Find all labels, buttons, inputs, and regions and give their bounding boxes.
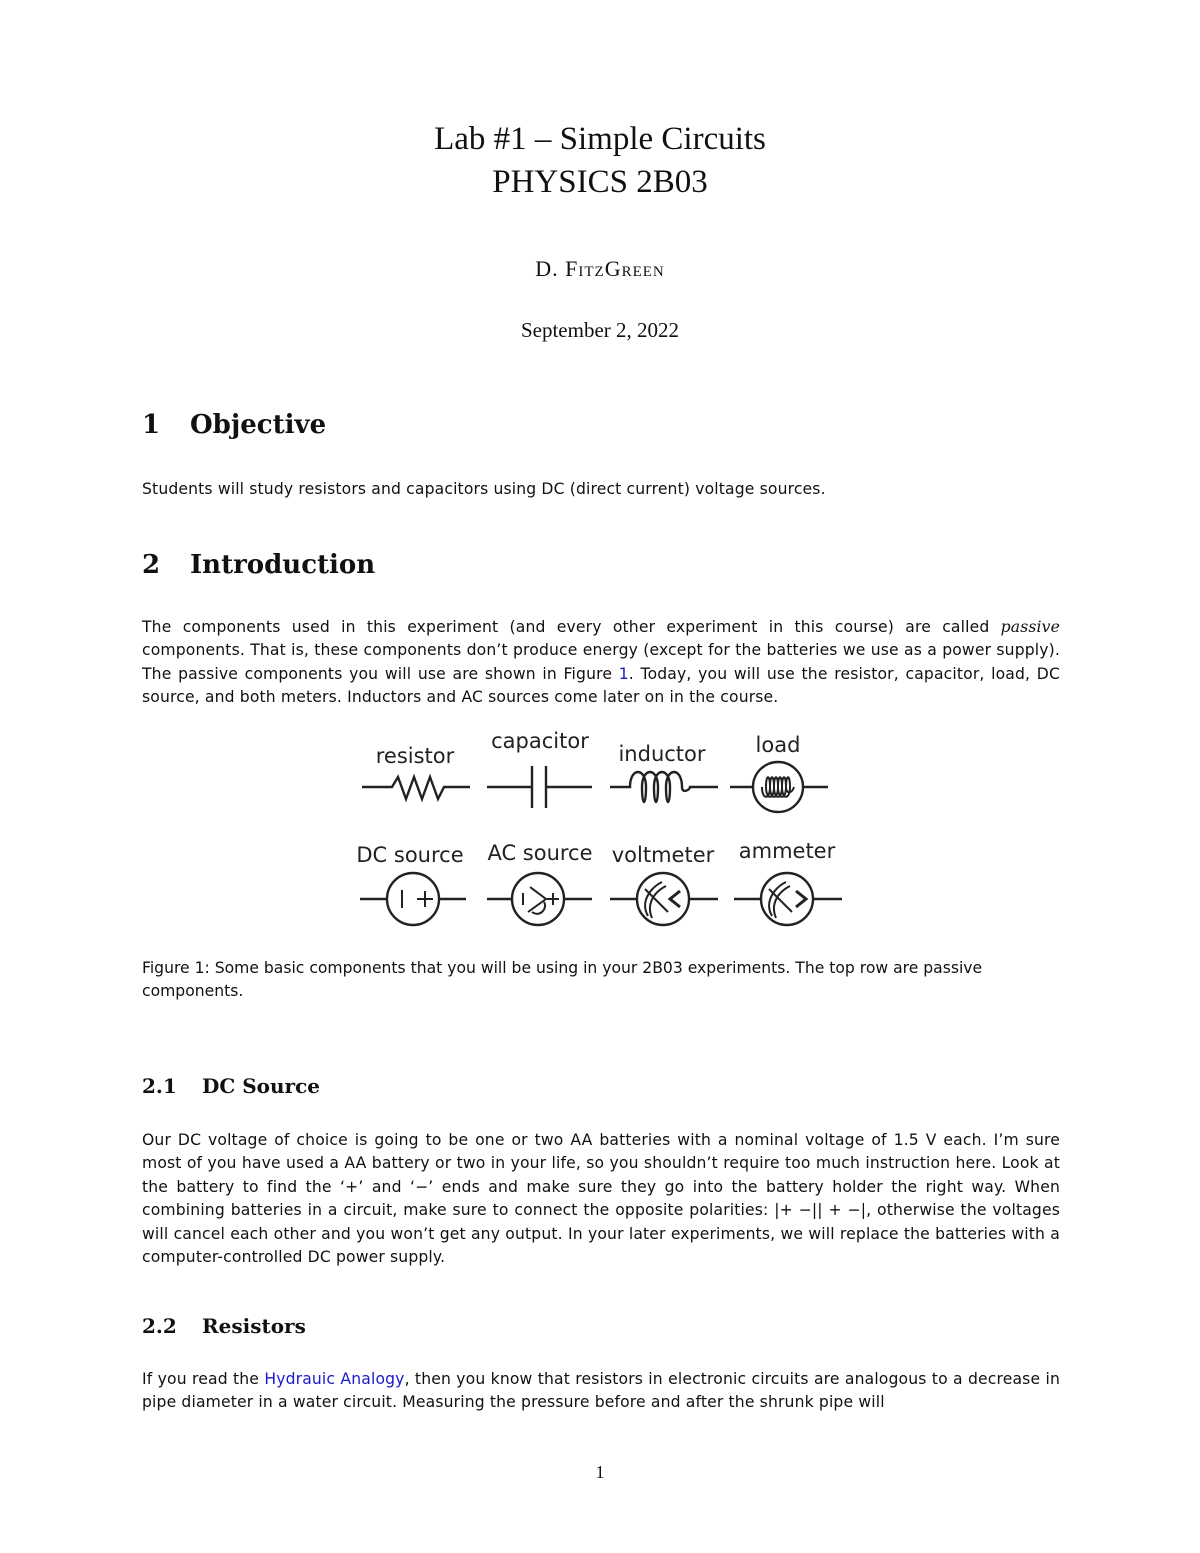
subsection-number: 2.1 bbox=[142, 1074, 177, 1098]
components-diagram bbox=[340, 722, 860, 937]
dc-source-paragraph: Our DC voltage of choice is going to be one or two AA batteries with a nominal voltage of 1.5 V each. I’m sure most of you have used a AA battery or two in your life, so you shouldn’t require too much instruction here. Look at the battery to find the ‘+’ and ‘−’ ends and make sure they go into the battery holder the right way. When combining batteries in a circuit, make sure to connect the opposite polarities: |+ −|| + −|, otherwise the voltages will cancel each other and you won’t get any output. In your later experiments, we will replace the batteries with a computer-controlled DC power supply. bbox=[142, 1131, 1060, 1267]
resistors-paragraph bbox=[142, 1368, 1060, 1415]
resistor-symbol bbox=[362, 777, 470, 799]
figure-components bbox=[340, 722, 860, 937]
subsection-title: Resistors bbox=[202, 1314, 306, 1338]
section-title: Objective bbox=[190, 410, 327, 440]
objective-paragraph: Students will study resistors and capacitors using DC (direct current) voltage sources. bbox=[142, 480, 826, 498]
label-dc-source: DC source bbox=[356, 843, 464, 867]
resistors-text-a: If you read the bbox=[142, 1370, 265, 1388]
subsection-number: 2.2 bbox=[142, 1314, 177, 1338]
ammeter-symbol bbox=[734, 873, 842, 925]
title-line-1: Lab #1 – Simple Circuits bbox=[434, 121, 766, 157]
voltmeter-symbol bbox=[610, 873, 718, 925]
ac-source-symbol bbox=[487, 873, 592, 925]
hydraulic-analogy-link[interactable]: Hydrauic Analogy bbox=[264, 1370, 405, 1388]
introduction-paragraph bbox=[142, 616, 1060, 710]
label-capacitor: capacitor bbox=[491, 729, 589, 753]
load-symbol bbox=[730, 762, 828, 812]
intro-text-b: components. That is, these components don’t produce energy (except for the batteries we use as a power supply). The passive components you will use are shown in Figure bbox=[142, 641, 1060, 683]
page-number: 1 bbox=[595, 1462, 605, 1482]
figure-caption: Figure 1: Some basic components that you will be using in your 2B03 experiments. The top row are passive components. bbox=[142, 959, 983, 1001]
section-number: 2 bbox=[142, 550, 161, 580]
date: September 2, 2022 bbox=[520, 318, 680, 342]
label-voltmeter: voltmeter bbox=[611, 843, 715, 867]
inductor-symbol bbox=[610, 772, 718, 802]
section-heading-objective bbox=[142, 410, 326, 440]
subsection-heading-dc-source bbox=[142, 1074, 320, 1098]
label-load: load bbox=[755, 733, 801, 757]
subsection-title: DC Source bbox=[202, 1074, 320, 1098]
intro-emphasis: passive bbox=[1000, 618, 1060, 636]
section-title: Introduction bbox=[190, 550, 376, 580]
dc-source-symbol bbox=[360, 873, 466, 925]
author: D. FitzGreen bbox=[535, 256, 665, 281]
section-number: 1 bbox=[142, 410, 161, 440]
subsection-heading-resistors bbox=[142, 1314, 306, 1338]
intro-text-c: . Today, you will use the resistor, capacitor, load, DC source, and both meters. Inductors and AC sources come later on in the course. bbox=[142, 664, 1060, 707]
label-inductor: inductor bbox=[618, 742, 706, 766]
capacitor-symbol bbox=[487, 766, 592, 808]
intro-text-a: The components used in this experiment (and every other experiment in this course) are called bbox=[142, 618, 1001, 636]
figure-reference-link[interactable]: 1 bbox=[618, 664, 629, 683]
resistors-text-b: , then you know that resistors in electronic circuits are analogous to a decrease in pipe diameter in a water circuit. Measuring the pressure before and after the shrunk pipe will bbox=[142, 1370, 1060, 1412]
label-ammeter: ammeter bbox=[738, 839, 836, 863]
label-ac-source: AC source bbox=[487, 841, 593, 865]
label-resistor: resistor bbox=[375, 744, 455, 768]
title-line-2: PHYSICS 2B03 bbox=[492, 164, 708, 200]
section-heading-introduction bbox=[142, 550, 375, 580]
